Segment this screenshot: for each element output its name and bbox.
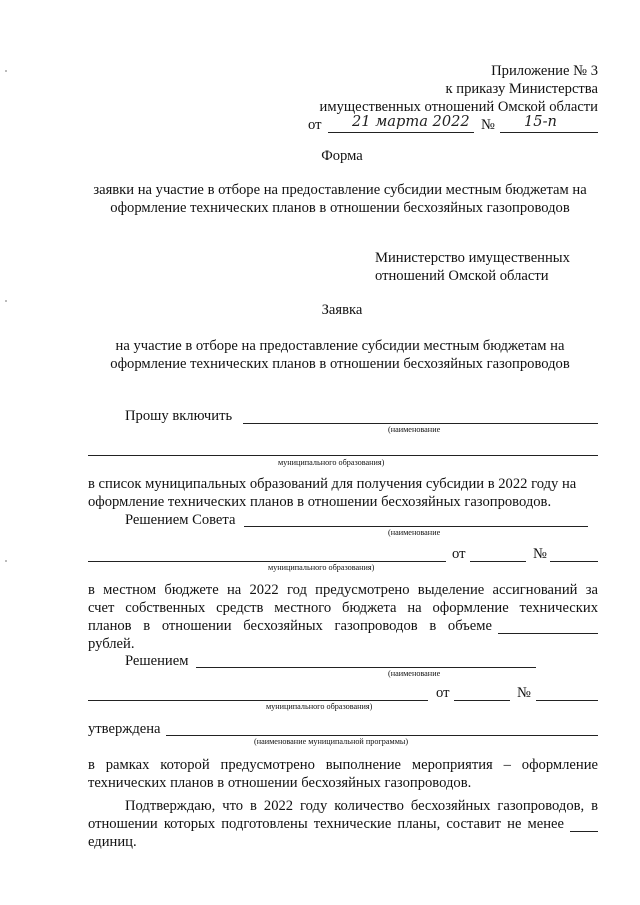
list-text-line-1: в список муниципальных образований для получения субсидии в 2022 году на [88,476,577,492]
decision-municipal-line [88,700,428,701]
addressee-line-2: отношений Омской области [375,268,549,284]
confirm-text-line-3: единиц. [88,834,137,850]
approval-header [320,62,598,116]
form-label: Форма [321,148,363,164]
date-from-label: от [308,117,322,133]
caption-program: (наименование муниципальной программы) [254,737,409,746]
confirm-text-line-2: отношении которых подготовлены технические планы, составит не менее [88,816,564,832]
caption-municipal-3: муниципального образования) [266,702,373,711]
request-title-line-1: на участие в отборе на предоставление субсидии местным бюджетам на [115,338,565,354]
confirm-count-line [570,831,598,832]
budget-text-line-2: счет собственных средств местного бюджета на оформление технических [88,600,598,616]
addressee-line-1: Министерство имущественных [375,250,570,266]
program-text-line-2: технических планов в отношении бесхозяйных газопроводов. [88,775,472,791]
form-title-line-1: заявки на участие в отборе на предоставление субсидии местным бюджетам на [93,182,587,198]
caption-name-2: (наименование [388,528,441,537]
request-label: Заявка [321,302,363,318]
council-municipal-line [88,561,446,562]
order-number-label: № [481,117,495,133]
budget-amount-line [498,633,598,634]
caption-name-3: (наименование [388,669,441,678]
include-name-line [243,423,598,424]
decision-from-label: от [436,685,450,701]
program-name-line [166,735,598,736]
council-name-line [244,526,588,527]
approved-label: утверждена [88,721,161,737]
caption-name: (наименование [388,425,441,434]
ministry-name: имущественных отношений Омской области [319,99,598,115]
program-text-line-1: в рамках которой предусмотрено выполнение мероприятия – оформление [88,757,598,773]
budget-text-line-3: планов в отношении бесхозяйных газопроводов в объеме [88,618,492,634]
scan-mark [5,70,7,72]
budget-text-line-4: рублей. [88,636,135,652]
decision-number-label: № [517,685,531,701]
handwritten-number: 15-п [524,113,557,130]
decision-name-line [196,667,536,668]
budget-text-line-1: в местном бюджете на 2022 год предусмотрено выделение ассигнований за [88,582,598,598]
handwritten-date: 21 марта 2022 [352,113,470,130]
council-decision-label: Решением Совета [125,512,236,528]
council-date-line [470,561,526,562]
council-from-label: от [452,546,466,562]
decision-label: Решением [125,653,189,669]
decision-number-line [536,700,598,701]
council-number-line [550,561,598,562]
include-municipal-line [88,455,598,456]
form-title-line-2: оформление технических планов в отношении бесхозяйных газопроводов [110,200,570,216]
appendix-number: Приложение № 3 [491,63,598,79]
order-reference: к приказу Министерства [445,81,598,97]
scan-mark [5,560,7,562]
caption-municipal-2: муниципального образования) [268,563,375,572]
council-number-label: № [533,546,547,562]
number-underline [500,132,598,133]
list-text-line-2: оформление технических планов в отношении бесхозяйных газопроводов. [88,494,552,510]
decision-date-line [454,700,510,701]
date-underline [328,132,474,133]
please-include-label: Прошу включить [125,408,233,424]
request-title-line-2: оформление технических планов в отношении бесхозяйных газопроводов [110,356,570,372]
confirm-text-line-1: Подтверждаю, что в 2022 году количество бесхозяйных газопроводов, в [125,798,598,814]
caption-municipal: муниципального образования) [278,458,385,467]
